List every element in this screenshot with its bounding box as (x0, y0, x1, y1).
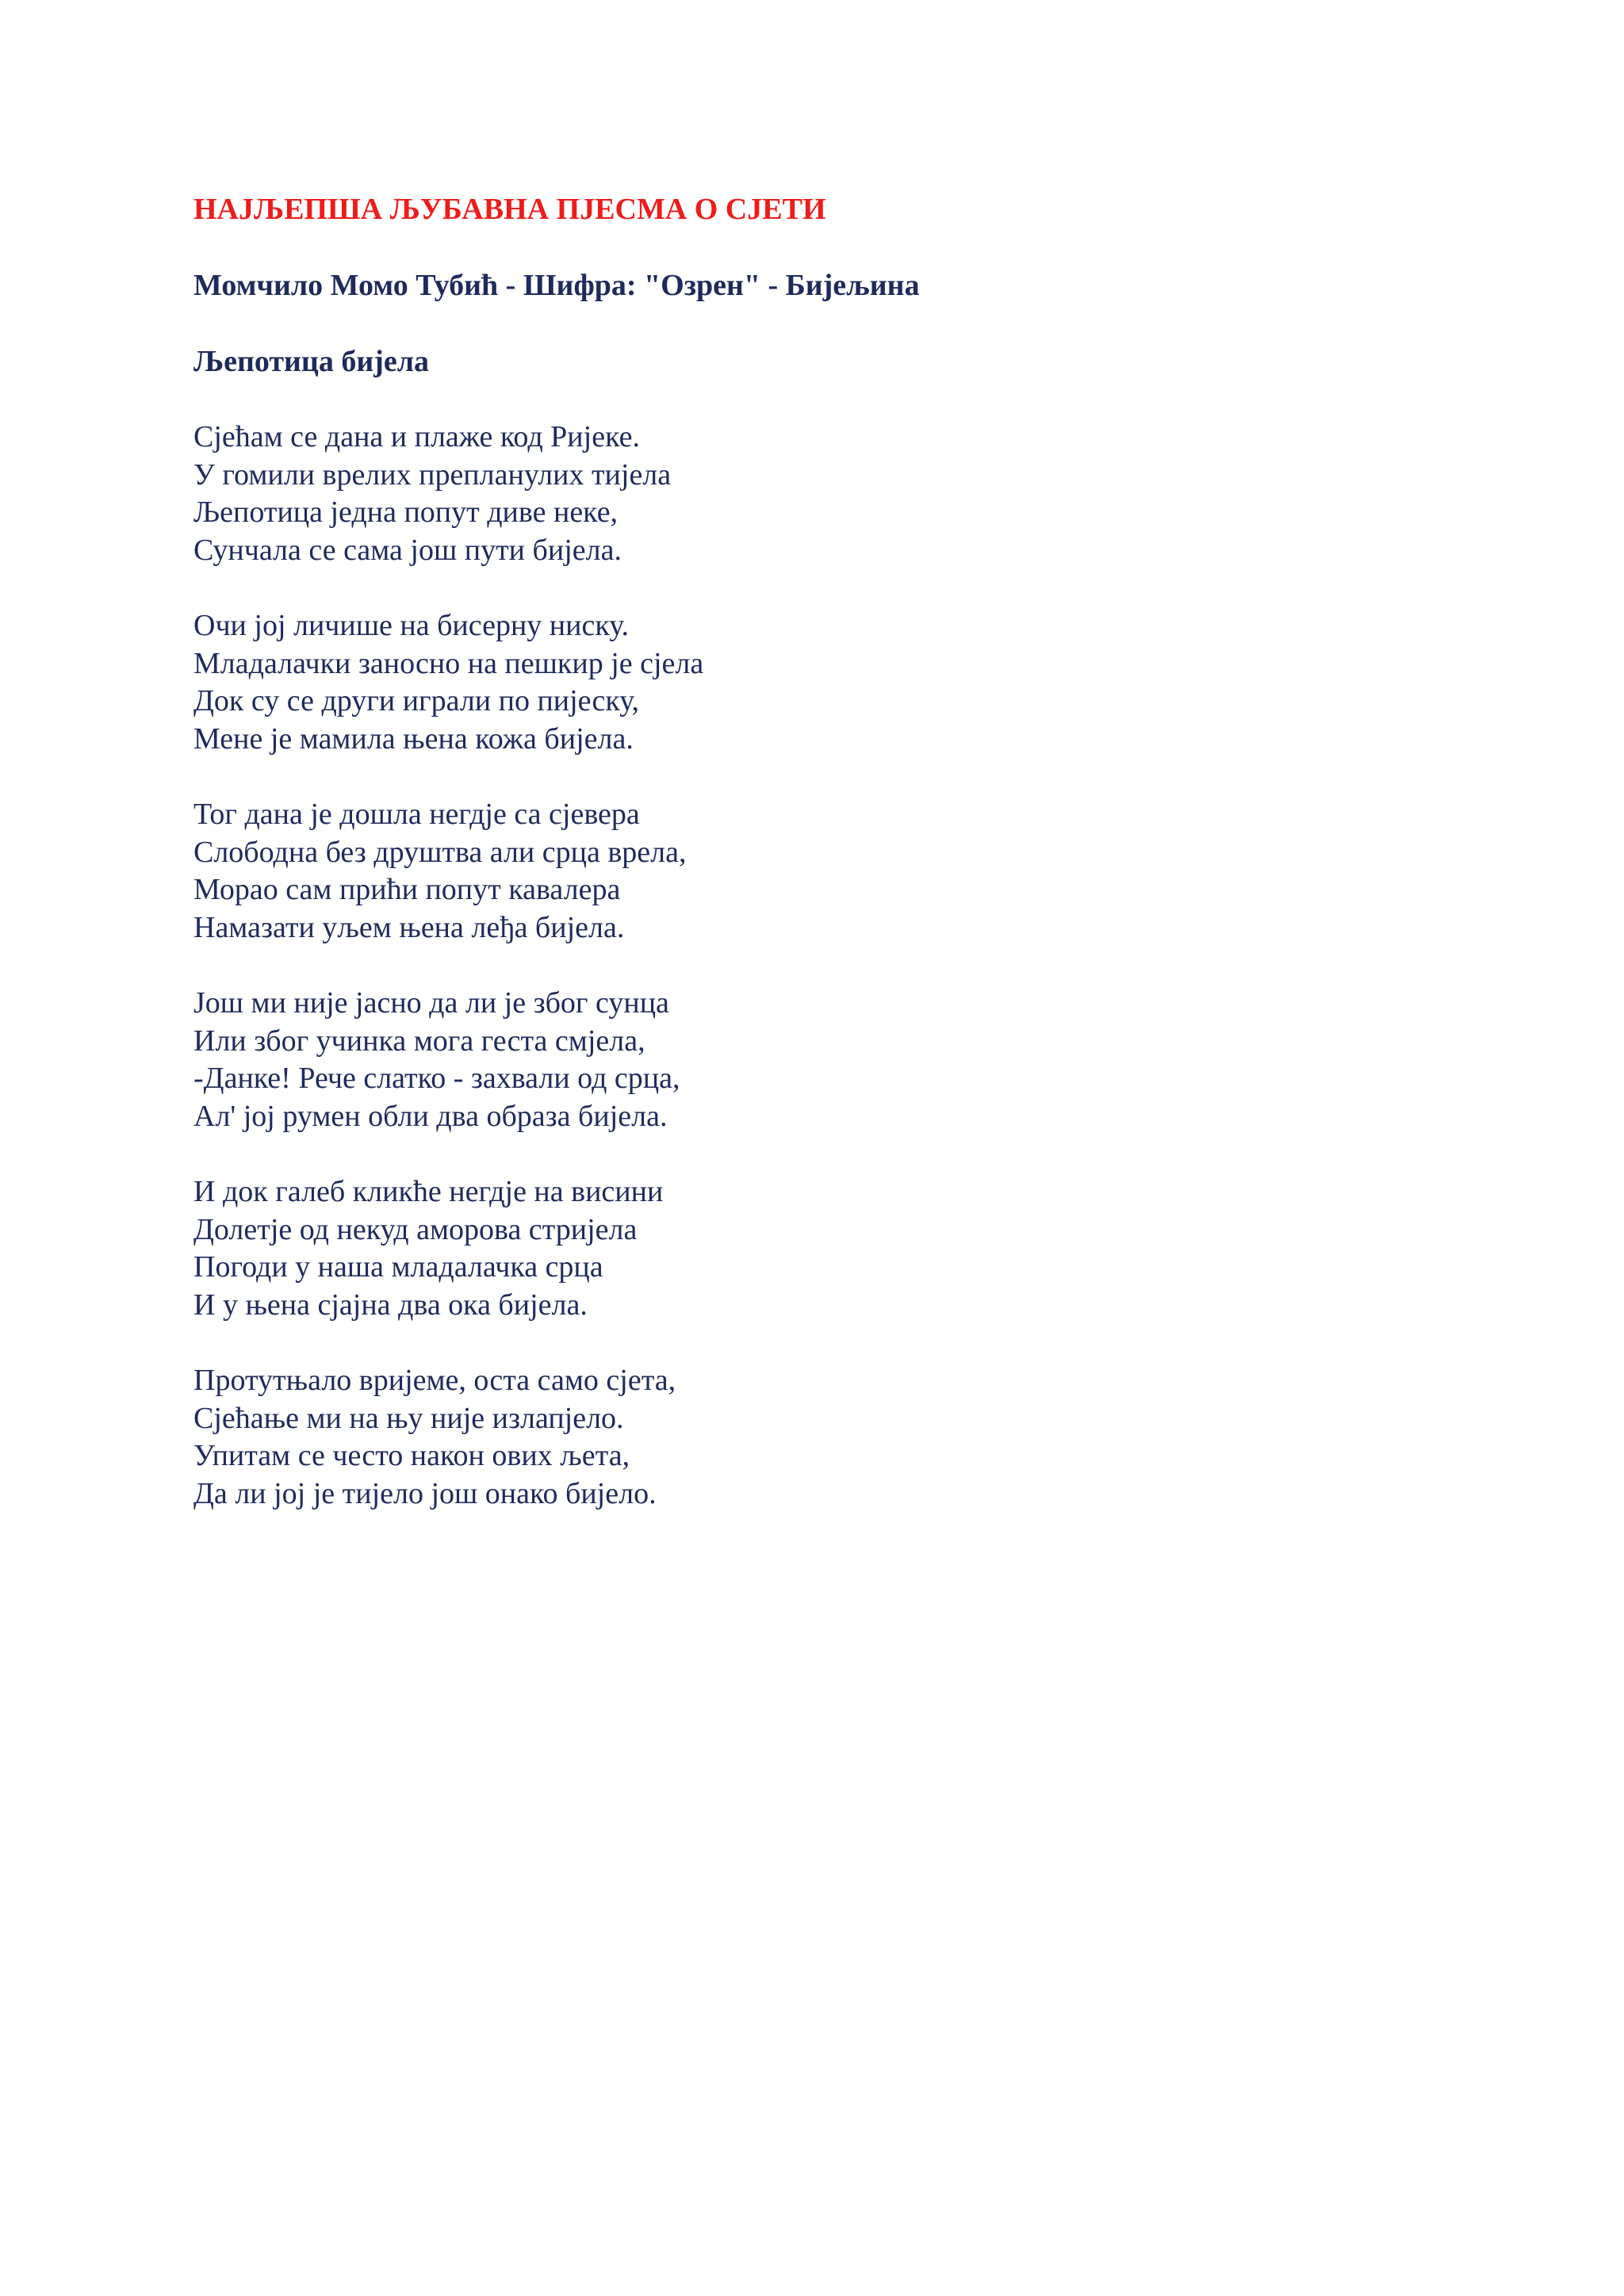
poem-line: Морао сам прићи попут кавалера (193, 873, 621, 906)
poem-line: Љепотица једна попут диве неке, (193, 496, 619, 529)
poem-line: Протутњало вријеме, оста само сјета, (193, 1364, 676, 1397)
poem-line: Намазати уљем њена леђа бијела. (193, 910, 625, 944)
poem-line: Ал' јој румен обли два образа бијела. (193, 1099, 668, 1133)
poem-line: Долетје од некуд аморова стријела (193, 1212, 638, 1246)
poem-line: И док галеб кликће негдје на висини (193, 1175, 664, 1208)
poem-line: Очи јој личише на бисерну ниску. (193, 609, 629, 642)
author-line: Момчило Момо Тубић - Шифра: "Озрен" - Бијељина (193, 269, 920, 302)
poem-line: Слободна без друштва али срца врела, (193, 835, 687, 869)
poem-line: Сјећање ми на њу није излапјело. (193, 1401, 624, 1435)
poem-line: Док су се други играли по пијеску, (193, 684, 639, 718)
poem-line: Сунчала се сама још пути бијела. (193, 533, 622, 567)
poem-line: -Данке! Рече слатко - захвали од срца, (193, 1062, 680, 1095)
poem-body (193, 419, 1462, 1513)
stanza (193, 419, 1462, 569)
poem-line: Тог дана је дошла негдје са сјевера (193, 798, 640, 831)
document-heading: НАЈЉЕПША ЉУБАВНА ПЈЕСМА О СЈЕТИ (193, 193, 826, 226)
poem-line: Или због учинка мога геста смјела, (193, 1024, 645, 1058)
poem-line: Упитам се често након ових љета, (193, 1439, 630, 1472)
stanza (193, 607, 1462, 758)
poem-line: И у њена сјајна два ока бијела. (193, 1288, 588, 1322)
poem-line: Још ми није јасно да ли је због сунца (193, 986, 669, 1020)
stanza (193, 1173, 1462, 1324)
poem-line: Мене је мамила њена кожа бијела. (193, 721, 634, 756)
poem-line: Сјећам се дана и плаже код Ријеке. (193, 420, 640, 453)
poem-line: Погоди у наша младалачка срца (193, 1250, 603, 1284)
poem-line: Младалачки заносно на пешкир је сјела (193, 646, 704, 680)
stanza (193, 1362, 1462, 1513)
poem-line: У гомили врелих препланулих тијела (193, 457, 672, 492)
stanza (193, 796, 1462, 947)
stanza (193, 985, 1462, 1135)
poem-line: Да ли јој је тијело још онако бијело. (193, 1476, 657, 1510)
poem-title: Љепотица бијела (193, 345, 430, 378)
document-page (193, 190, 1462, 1551)
